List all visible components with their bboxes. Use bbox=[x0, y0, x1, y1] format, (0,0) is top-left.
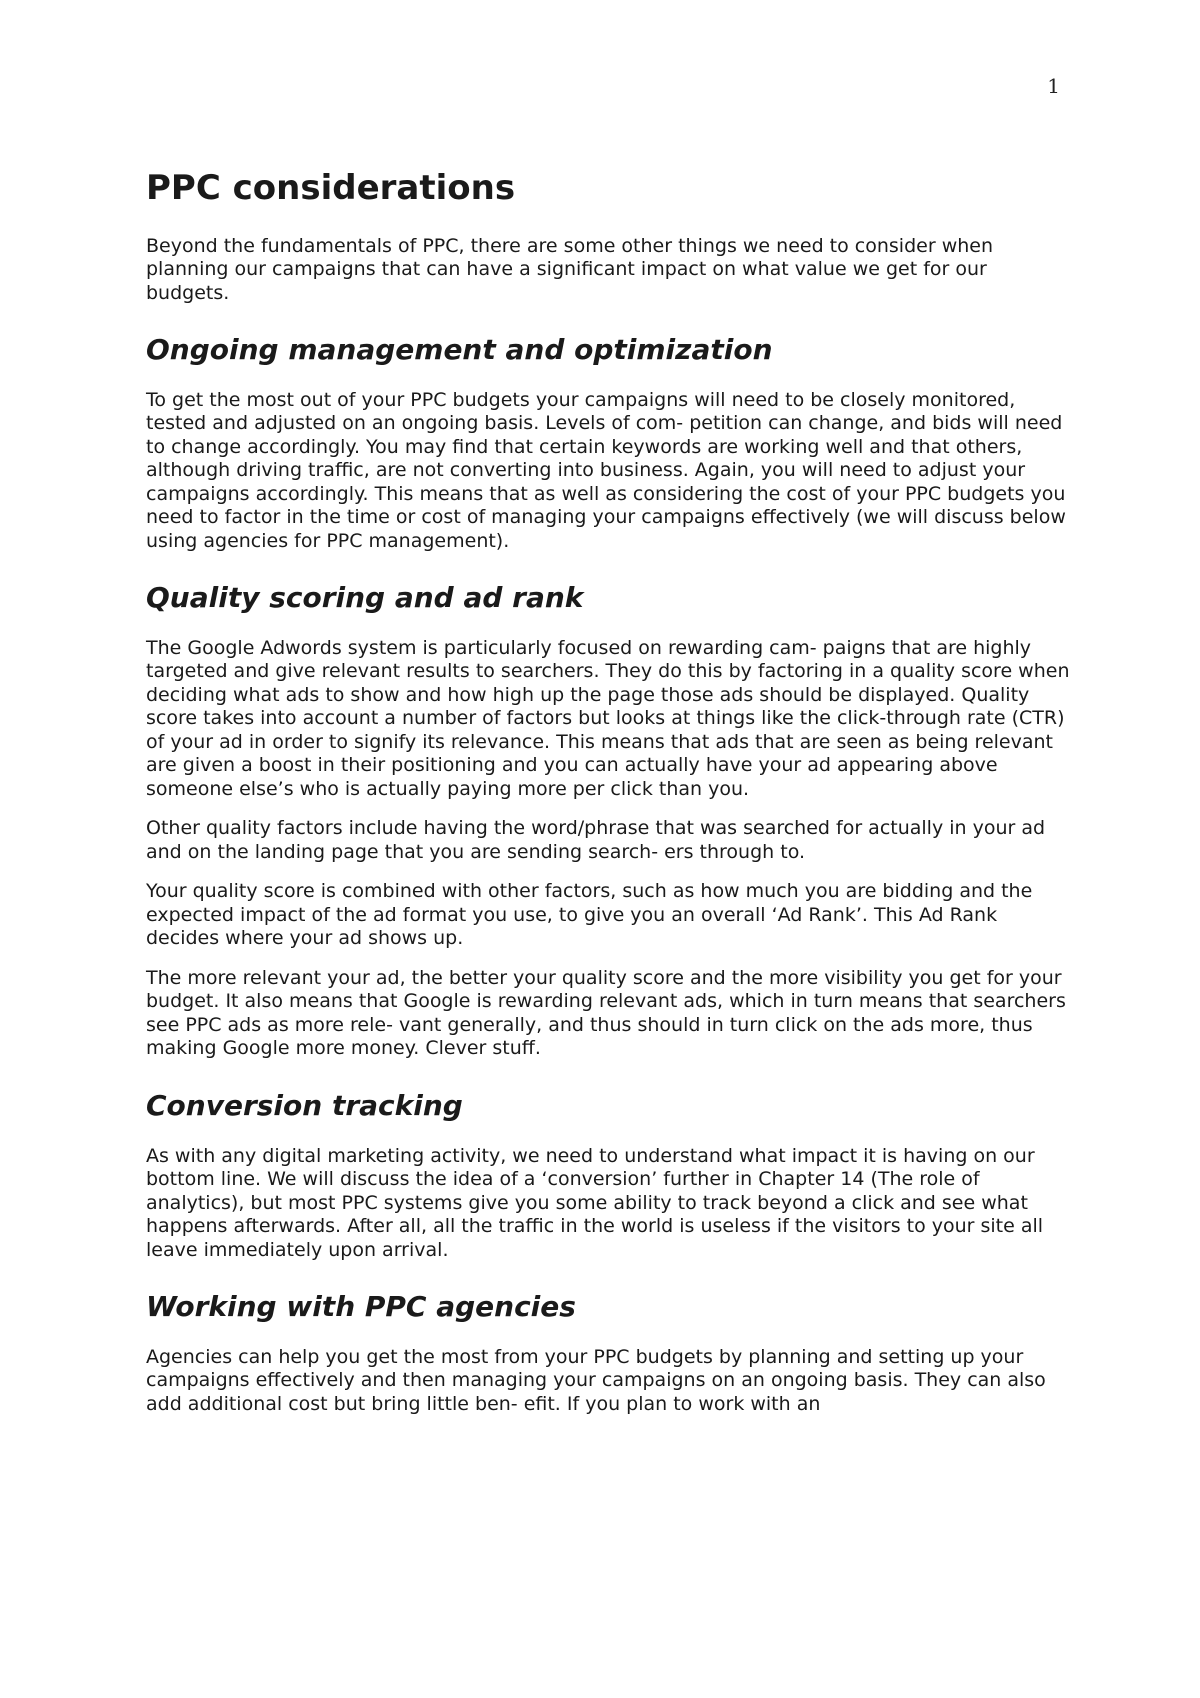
paragraph: Agencies can help you get the most from your PPC budgets by planning and setting up your campaigns effectively and then managing your campaigns on an ongoing basis. They can also add additional cost but bring little ben- efit. If you plan to work with an bbox=[146, 1345, 1046, 1415]
paragraph: Other quality factors include having the word/phrase that was searched for actually in your ad and on the landing page that you are sending search- ers through to. bbox=[146, 817, 1046, 863]
paragraph: Your quality score is combined with other factors, such as how much you are bidding and the expected impact of the ad format you use, to give you an overall ‘Ad Rank’. This Ad Rank decides where your ad shows up. bbox=[146, 880, 1033, 950]
paragraph: To get the most out of your PPC budgets your campaigns will need to be closely monitored, tested and adjusted on an ongoing basis. Levels of com- petition can change, and bids will need to change accordingly. You may find that certain keywords are working well and that others, although driving traffic, are not converting into business. Again, you will need to adjust your campaigns accordingly. This means that as well as considering the cost of your PPC budgets you need to factor in the time or cost of managing your campaigns effectively (we will discuss below using agencies for PPC management). bbox=[146, 388, 1066, 552]
document-title: PPC considerations bbox=[146, 168, 516, 208]
section-heading-ongoing-management: Ongoing management and optimization bbox=[146, 333, 773, 367]
section-heading-conversion-tracking: Conversion tracking bbox=[146, 1088, 463, 1122]
paragraph: As with any digital marketing activity, we need to understand what impact it is having on our bottom line. We will discuss the idea of a ‘conversion’ further in Chapter 14 (The role of analytics), but most PPC systems give you some ability to track beyond a click and see what happens afterwards. After all, all the traffic in the world is useless if the visitors to your site all leave immediately upon arrival. bbox=[146, 1144, 1044, 1261]
section-heading-ppc-agencies: Working with PPC agencies bbox=[146, 1290, 576, 1324]
intro-paragraph: Beyond the fundamentals of PPC, there are some other things we need to consider when planning our campaigns that can have a significant impact on what value we get for our budgets. bbox=[146, 234, 994, 304]
paragraph: The Google Adwords system is particularly focused on rewarding cam- paigns that are highly targeted and give relevant results to searchers. They do this by factoring in a quality score when deciding what ads to show and how high up the page those ads should be displayed. Quality score takes into account a number of factors but looks at things like the click-through rate (CTR) of your ad in order to signify its relevance. This means that ads that are seen as being relevant are given a boost in their positioning and you can actually have your ad appearing above someone else’s who is actually paying more per click than you. bbox=[146, 636, 1070, 800]
section-heading-quality-scoring: Quality scoring and ad rank bbox=[146, 581, 584, 615]
paragraph: The more relevant your ad, the better your quality score and the more visibility you get for your budget. It also means that Google is rewarding relevant ads, which in turn means that searchers see PPC ads as more rele- vant generally, and thus should in turn click on the ads more, thus making Google more money. Clever stuff. bbox=[146, 966, 1066, 1060]
page-number: 1 bbox=[1047, 74, 1060, 98]
document-body bbox=[146, 168, 1071, 1432]
